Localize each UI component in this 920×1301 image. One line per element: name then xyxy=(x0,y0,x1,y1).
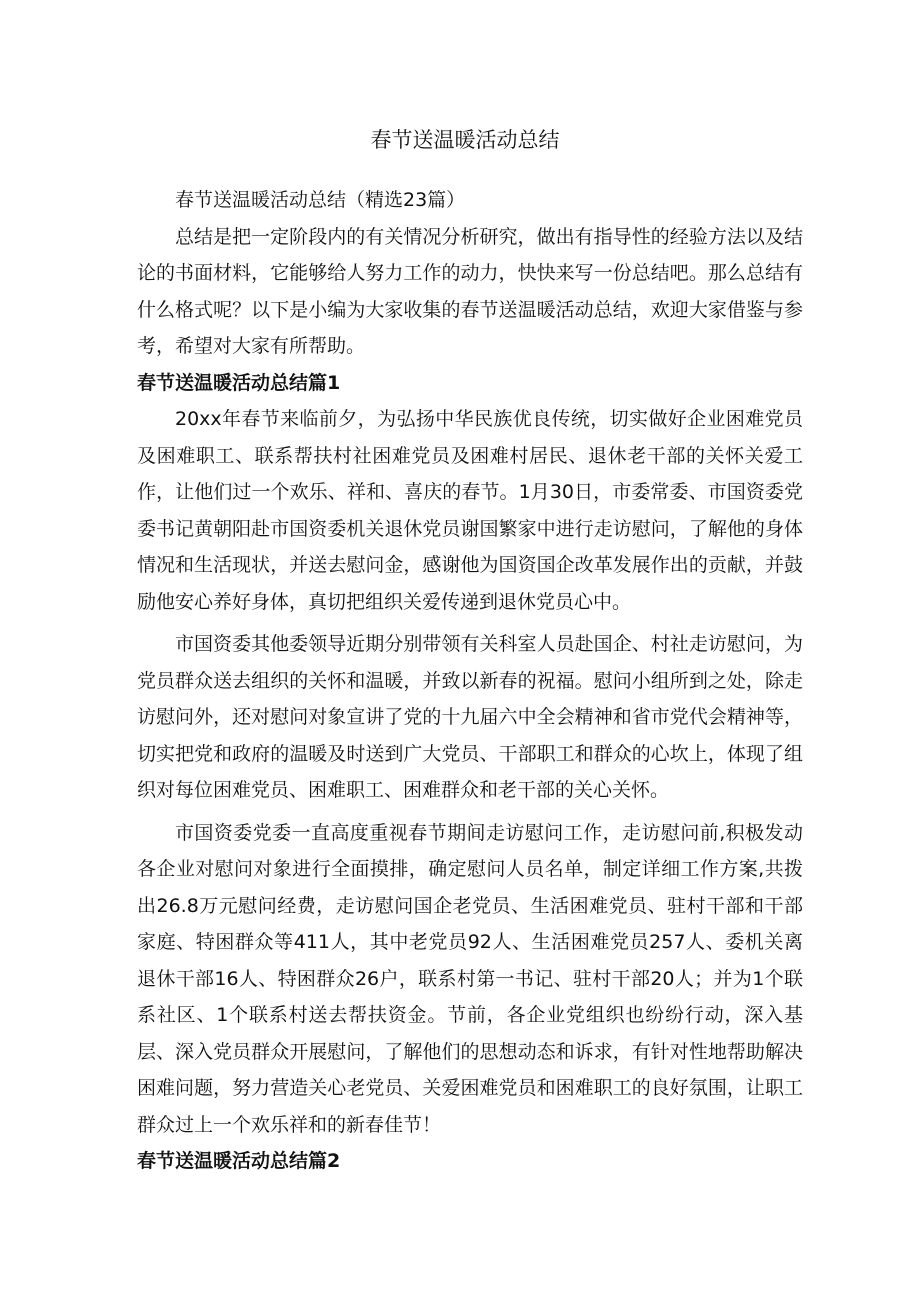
section-1-paragraph-3: 市国资委党委一直高度重视春节期间走访慰问工作，走访慰问前,积极发动各企业对慰问对象进行全面摸排，确定慰问人员名单，制定详细工作方案,共拨出26.8万元慰问经费，走访慰问国企老党员、生活困难党员、驻村干部和干部家庭、特困群众等411人，其中老党员92人、生活困难党员257人、委机关离退休干部16人、特困群众26户，联系村第一书记、驻村干部20人；并为1个联系社区、1个联系村送去帮扶资金。节前，各企业党组织也纷纷行动，深入基层、深入党员群众开展慰问，了解他们的思想动态和诉求，有针对性地帮助解决困难问题，努力营造关心老党员、关爱困难党员和困难职工的良好氛围，让职工群众过上一个欢乐祥和的新春佳节！ xyxy=(137,821,803,1136)
document-subtitle: 春节送温暖活动总结（精选23篇） xyxy=(175,189,466,211)
section-heading: 春节送温暖活动总结篇2 xyxy=(137,1150,341,1172)
section-1-paragraph-2: 市国资委其他委领导近期分别带领有关科室人员赴国企、村社走访慰问，为党员群众送去组织的关怀和温暖，并致以新春的祝福。慰问小组所到之处，除走访慰问外，还对慰问对象宣讲了党的十九届六中全会精神和省市党代会精神等，切实把党和政府的温暖及时送到广大党员、干部职工和群众的心坎上，体现了组织对每位困难党员、困难职工、困难群众和老干部的关心关怀。 xyxy=(137,633,803,801)
intro-paragraph: 总结是把一定阶段内的有关情况分析研究，做出有指导性的经验方法以及结论的书面材料，它能够给人努力工作的动力，快快来写一份总结吧。那么总结有什么格式呢？以下是小编为大家收集的春节送温暖活动总结，欢迎大家借鉴与参考，希望对大家有所帮助。 xyxy=(137,225,803,357)
document-title: 春节送温暖活动总结 xyxy=(370,128,560,152)
document-body xyxy=(137,182,803,1180)
section-heading: 春节送温暖活动总结篇1 xyxy=(137,371,341,394)
section-1-paragraph-1: 20xx年春节来临前夕，为弘扬中华民族优良传统，切实做好企业困难党员及困难职工、联系帮扶村社困难党员及困难村居民、退休老干部的关怀关爱工作，让他们过一个欢乐、祥和、喜庆的春节。1月30日，市委常委、市国资委党委书记黄朝阳赴市国资委机关退休党员谢国繁家中进行走访慰问，了解他的身体情况和生活现状，并送去慰问金，感谢他为国资国企改革发展作出的贡献，并鼓励他安心养好身体，真切把组织关爱传递到退休党员心中。 xyxy=(137,408,803,613)
